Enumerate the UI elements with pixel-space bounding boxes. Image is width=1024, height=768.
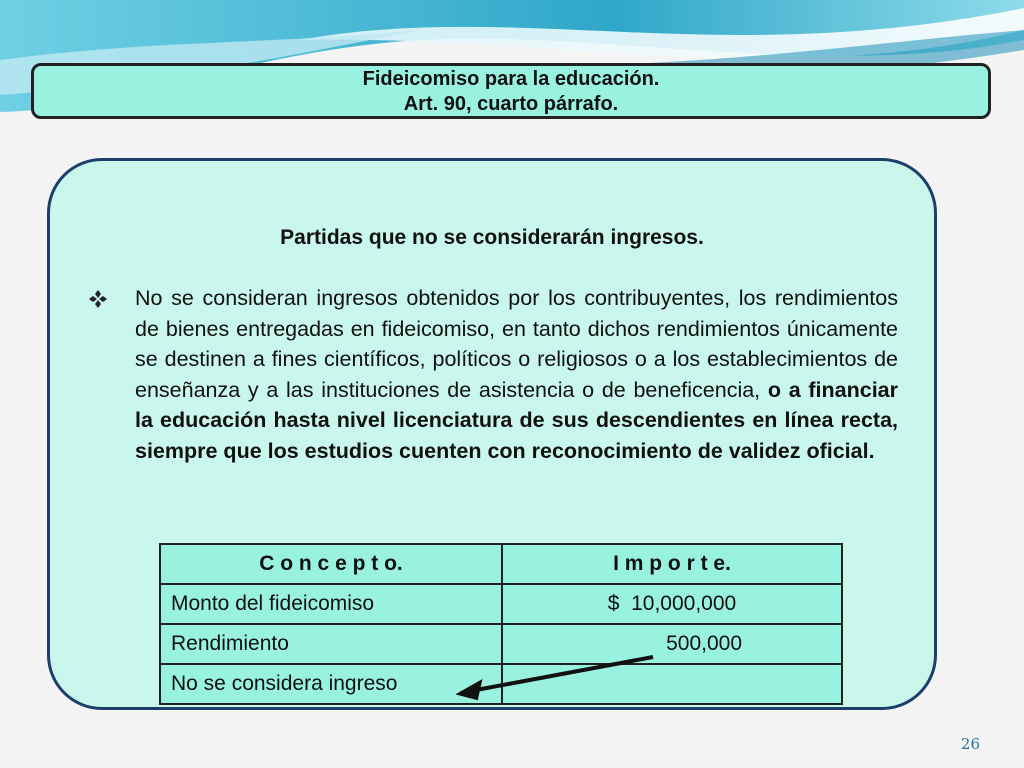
slide-title-line2: Art. 90, cuarto párrafo. <box>403 93 619 115</box>
paragraph-regular-text: No se consideran ingresos obtenidos por los contribuyentes, los rendimientos de bienes entregadas en fideicomiso, en tanto dichos rendimientos únicamente se destinen a fines científicos, políticos o religiosos o a los establecimientos de enseñanza y a las instituciones de asistencia o de beneficencia, <box>135 286 898 402</box>
header-concepto: C o n c e p t o. <box>160 544 502 584</box>
row-label: Rendimiento <box>160 624 502 664</box>
page-number: 26 <box>960 735 980 753</box>
paragraph-bold-text: o a financiar la educación hasta nivel licenciatura de sus descendientes en línea recta, siempre que los estudios cuenten con reconocimiento de validez oficial. <box>135 377 898 463</box>
header-importe: I m p o r t e. <box>502 544 842 584</box>
table-row <box>160 664 842 704</box>
slide-title-box <box>31 63 991 119</box>
row-label: Monto del fideicomiso <box>160 584 502 624</box>
diamond-bullet-icon <box>88 289 108 309</box>
section-heading: Partidas que no se considerarán ingresos. <box>280 226 704 249</box>
slide-title-line1: Fideicomiso para la educación. <box>362 68 660 90</box>
bullet-paragraph <box>135 283 898 466</box>
row-label: No se considera ingreso <box>160 664 502 704</box>
row-amount <box>502 664 842 704</box>
table-header-row <box>160 544 842 584</box>
table-row <box>160 584 842 624</box>
row-amount: $ 10,000,000 <box>502 584 842 624</box>
table-row <box>160 624 842 664</box>
concept-table <box>159 543 843 705</box>
row-amount: 500,000 <box>502 624 842 664</box>
